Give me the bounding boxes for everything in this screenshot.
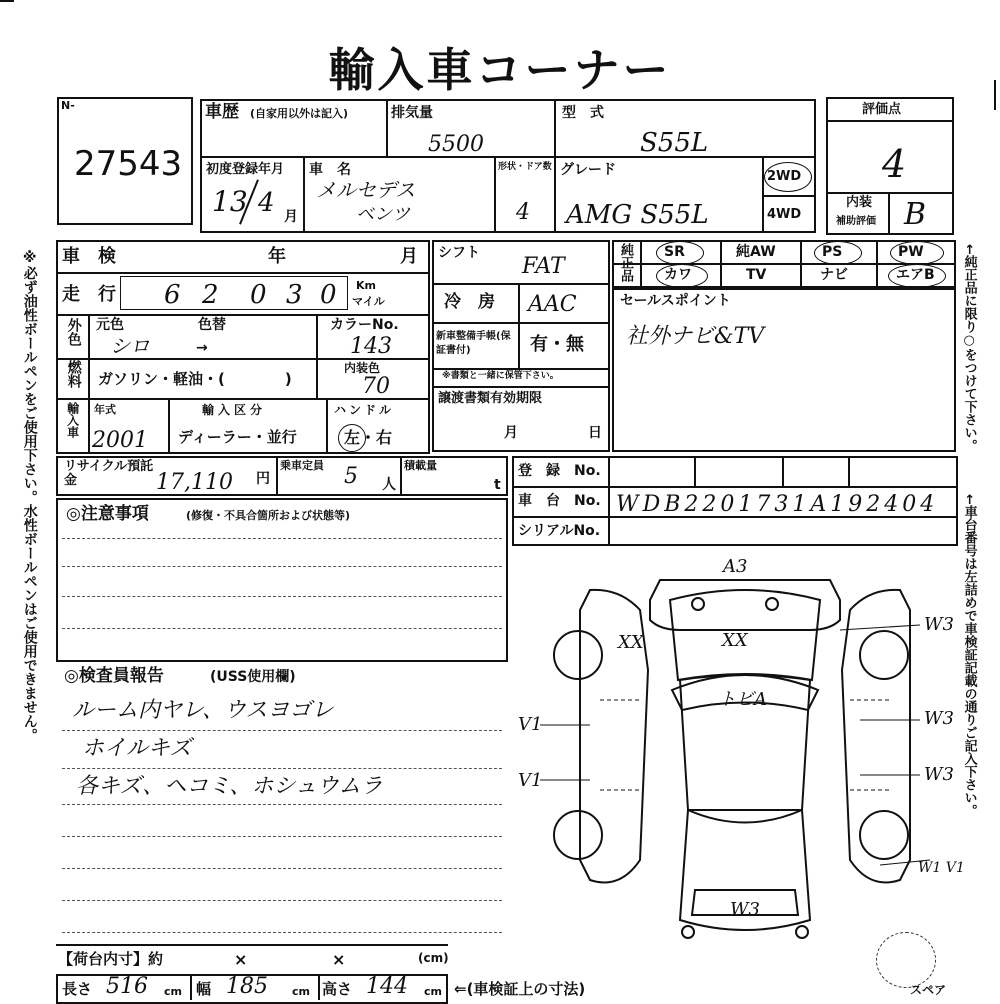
genuine-opt-sr: SR	[664, 244, 685, 260]
corner-mark-left	[0, 0, 14, 2]
genuine-opt-airb: エアB	[896, 267, 935, 283]
right-note-2: ←車台番号は左詰めで車検証記載の通りご記入下さい。	[961, 494, 977, 817]
maint-note: ※書類と一緒に保管下さい。	[442, 371, 559, 381]
dims-height-label: 高さ	[322, 980, 353, 998]
mileage-digit-4: 3	[286, 280, 303, 310]
caution-note: (修復・不具合箇所および状態等)	[186, 509, 351, 522]
mileage-unit-km: Km	[356, 279, 376, 292]
model-value: S55L	[640, 128, 709, 158]
reg-no-label: 登 録 No.	[518, 463, 601, 479]
dims-length-unit: cm	[164, 985, 182, 998]
chassis-no-label: 車 台 No.	[518, 493, 601, 509]
first-reg-year: 13	[212, 185, 248, 218]
mileage-digit-5: 0	[320, 280, 337, 310]
color-code-label: カラーNo.	[330, 317, 399, 333]
load-label: 積載量	[404, 459, 437, 472]
transfer-month: 月	[504, 425, 518, 441]
recycle-unit: 円	[256, 471, 270, 487]
score-value: 4	[882, 142, 907, 186]
interior-label: 内装	[846, 195, 873, 210]
grade-label: グレード	[560, 162, 616, 178]
color-arrow: →	[196, 340, 208, 356]
lot-number: 27543	[74, 144, 183, 184]
import-division-value: ディーラー・並行	[178, 428, 297, 446]
diag-xx-left: XX	[618, 632, 644, 653]
spare-label: スペア	[910, 983, 947, 997]
right-note-1: ←純正品に限り○をつけて下さい。	[961, 244, 977, 452]
diag-v1-b: V1	[518, 770, 543, 791]
import-side-label: 輸入車	[65, 402, 80, 438]
diag-w3-b: W3	[924, 708, 954, 729]
first-reg-label: 初度登録年月	[206, 162, 285, 177]
wheel-rear-right	[860, 811, 908, 859]
page-title: 輸入車コーナー	[328, 43, 672, 97]
genuine-opt-tv: TV	[746, 267, 767, 283]
drive-4wd: 4WD	[767, 207, 802, 222]
inspection-label: 車 検	[62, 246, 116, 267]
history-label: 車歴	[205, 102, 239, 122]
first-reg-month-unit: 月	[284, 209, 298, 225]
car-name-label: 車 名	[309, 162, 351, 178]
color-change-label: 色替	[198, 317, 226, 333]
sales-point-label: セールスポイント	[620, 293, 731, 309]
sales-point-value: 社外ナビ&TV	[626, 324, 765, 349]
aircon-value: AAC	[528, 292, 577, 317]
genuine-opt-navi: ナビ	[820, 267, 848, 283]
doors-value: 4	[516, 200, 530, 225]
shift-label: シフト	[438, 245, 480, 261]
interior-color-label: 内装色	[344, 361, 381, 375]
wheel-front-right	[860, 631, 908, 679]
left-note: ※必ず油性ボールペンをご使用下さい。水性ボールペンはご使用できません。	[21, 250, 38, 742]
caution-label: ◎注意事項	[66, 504, 149, 524]
spare-circle	[876, 932, 936, 988]
serial-no-label: シリアルNo.	[518, 523, 601, 539]
aircon-label: 冷 房	[444, 292, 495, 312]
mileage-unit-mile: マイル	[352, 295, 385, 308]
cargo-x2: ×	[332, 950, 346, 969]
diag-rear-label: W3	[730, 899, 760, 920]
import-year-value: 2001	[92, 428, 148, 453]
car-diagram	[518, 556, 965, 950]
report-line-1: ルーム内ヤレ、ウスヨゴレ	[72, 698, 334, 723]
color-orig-value: シロ	[110, 334, 150, 358]
color-code-value: 143	[350, 334, 392, 359]
mileage-digit-3: 0	[250, 280, 267, 310]
diag-v1-a: V1	[518, 714, 543, 735]
history-note: (自家用以外は記入)	[250, 107, 349, 120]
interior-sub: 補助評価	[836, 216, 876, 227]
handle-label: ハンドル	[334, 403, 395, 417]
circle-airb	[888, 264, 946, 288]
displacement-label: 排気量	[391, 105, 433, 121]
dims-height-unit: cm	[424, 985, 442, 998]
shift-value: FAT	[522, 254, 565, 279]
drive-2wd-circle	[764, 162, 812, 192]
capacity-value: 5	[344, 464, 358, 489]
car-name-line2: ベンツ	[356, 204, 410, 225]
import-year-label: 年式	[94, 403, 116, 416]
dims-width-label: 幅	[196, 980, 212, 998]
genuine-opt-ps: PS	[822, 244, 843, 260]
load-unit: t	[494, 477, 501, 493]
dims-length-value: 516	[106, 974, 148, 999]
report-line-2: ホイルキズ	[82, 736, 192, 761]
cargo-label: 【荷台内寸】約	[58, 950, 164, 968]
maint-value: 有・無	[530, 334, 584, 355]
report-line-3: 各キズ、ヘコミ、ホシュウムラ	[76, 774, 383, 799]
dims-width-unit: cm	[292, 985, 310, 998]
diag-front-label: A3	[723, 556, 748, 577]
right-side-panel	[842, 590, 910, 883]
recycle-value: 17,110	[156, 470, 233, 495]
car-body	[650, 580, 840, 630]
cargo-unit: (cm)	[418, 951, 449, 965]
diag-rear-right-label: W1 V1	[918, 860, 965, 876]
dims-height-value: 144	[366, 974, 408, 999]
fuel-side-label: 燃料	[65, 360, 82, 388]
diag-w3-a: W3	[924, 614, 954, 635]
displacement-value: 5500	[428, 132, 484, 157]
capacity-unit: 人	[382, 477, 396, 493]
inspection-month-unit: 月	[400, 246, 418, 267]
drive-2wd: 2WD	[767, 169, 802, 184]
diag-w3-c: W3	[924, 764, 954, 785]
genuine-side-label: 純正品	[618, 243, 633, 282]
wheel-front-left	[554, 631, 602, 679]
doors-label: 形状・ドア数	[498, 162, 552, 172]
cargo-x1: ×	[234, 950, 248, 969]
mileage-digit-2: 2	[202, 280, 219, 310]
transfer-day: 日	[588, 425, 602, 441]
grade-value: AMG S55L	[566, 200, 709, 230]
color-orig-label: 元色	[96, 317, 124, 333]
dims-length-label: 長さ	[62, 980, 93, 998]
maint-label: 新車整備手帳(保証書付)	[436, 331, 511, 356]
fuel-options: ガソリン・軽油・( )	[98, 370, 292, 388]
mileage-label: 走 行	[62, 284, 116, 305]
import-division-label: 輸入区分	[202, 403, 267, 417]
interior-color-value: 70	[362, 374, 390, 399]
sales-point-box	[612, 288, 956, 452]
mileage-digit-1: 6	[164, 280, 181, 310]
handle-value: 左・右	[344, 428, 393, 447]
genuine-opt-kawa: カワ	[664, 267, 692, 283]
car-name-line1: メルセデス	[316, 178, 416, 202]
interior-value: B	[904, 197, 927, 232]
circle-kawa	[656, 264, 708, 288]
report-note: (USS使用欄)	[210, 669, 296, 685]
diag-windshield-label: トビA	[718, 689, 767, 710]
capacity-label: 乗車定員	[280, 459, 324, 472]
genuine-opt-aw: 純AW	[736, 244, 776, 260]
circle-sr	[656, 241, 704, 265]
inspection-year-unit: 年	[268, 246, 286, 267]
lot-prefix: N-	[61, 99, 75, 112]
first-reg-month: 4	[258, 188, 275, 218]
handle-left-circle	[338, 424, 366, 452]
dims-width-value: 185	[226, 974, 268, 999]
circle-pw	[890, 241, 944, 265]
recycle-label: リサイクル預託金	[64, 459, 154, 489]
color-side-label: 外色	[65, 318, 82, 346]
wheel-rear-left	[554, 811, 602, 859]
model-label: 型 式	[562, 105, 604, 121]
report-label: ◎検査員報告	[64, 666, 164, 686]
genuine-opt-pw: PW	[898, 244, 924, 260]
chassis-no-value: WDB2201731A192404	[616, 492, 939, 517]
diag-xx-hood: XX	[722, 630, 748, 651]
circle-ps	[814, 241, 862, 265]
dims-note: ⇐(車検証上の寸法)	[454, 980, 586, 998]
transfer-label: 譲渡書類有効期限	[438, 391, 543, 406]
score-label: 評価点	[862, 102, 902, 117]
